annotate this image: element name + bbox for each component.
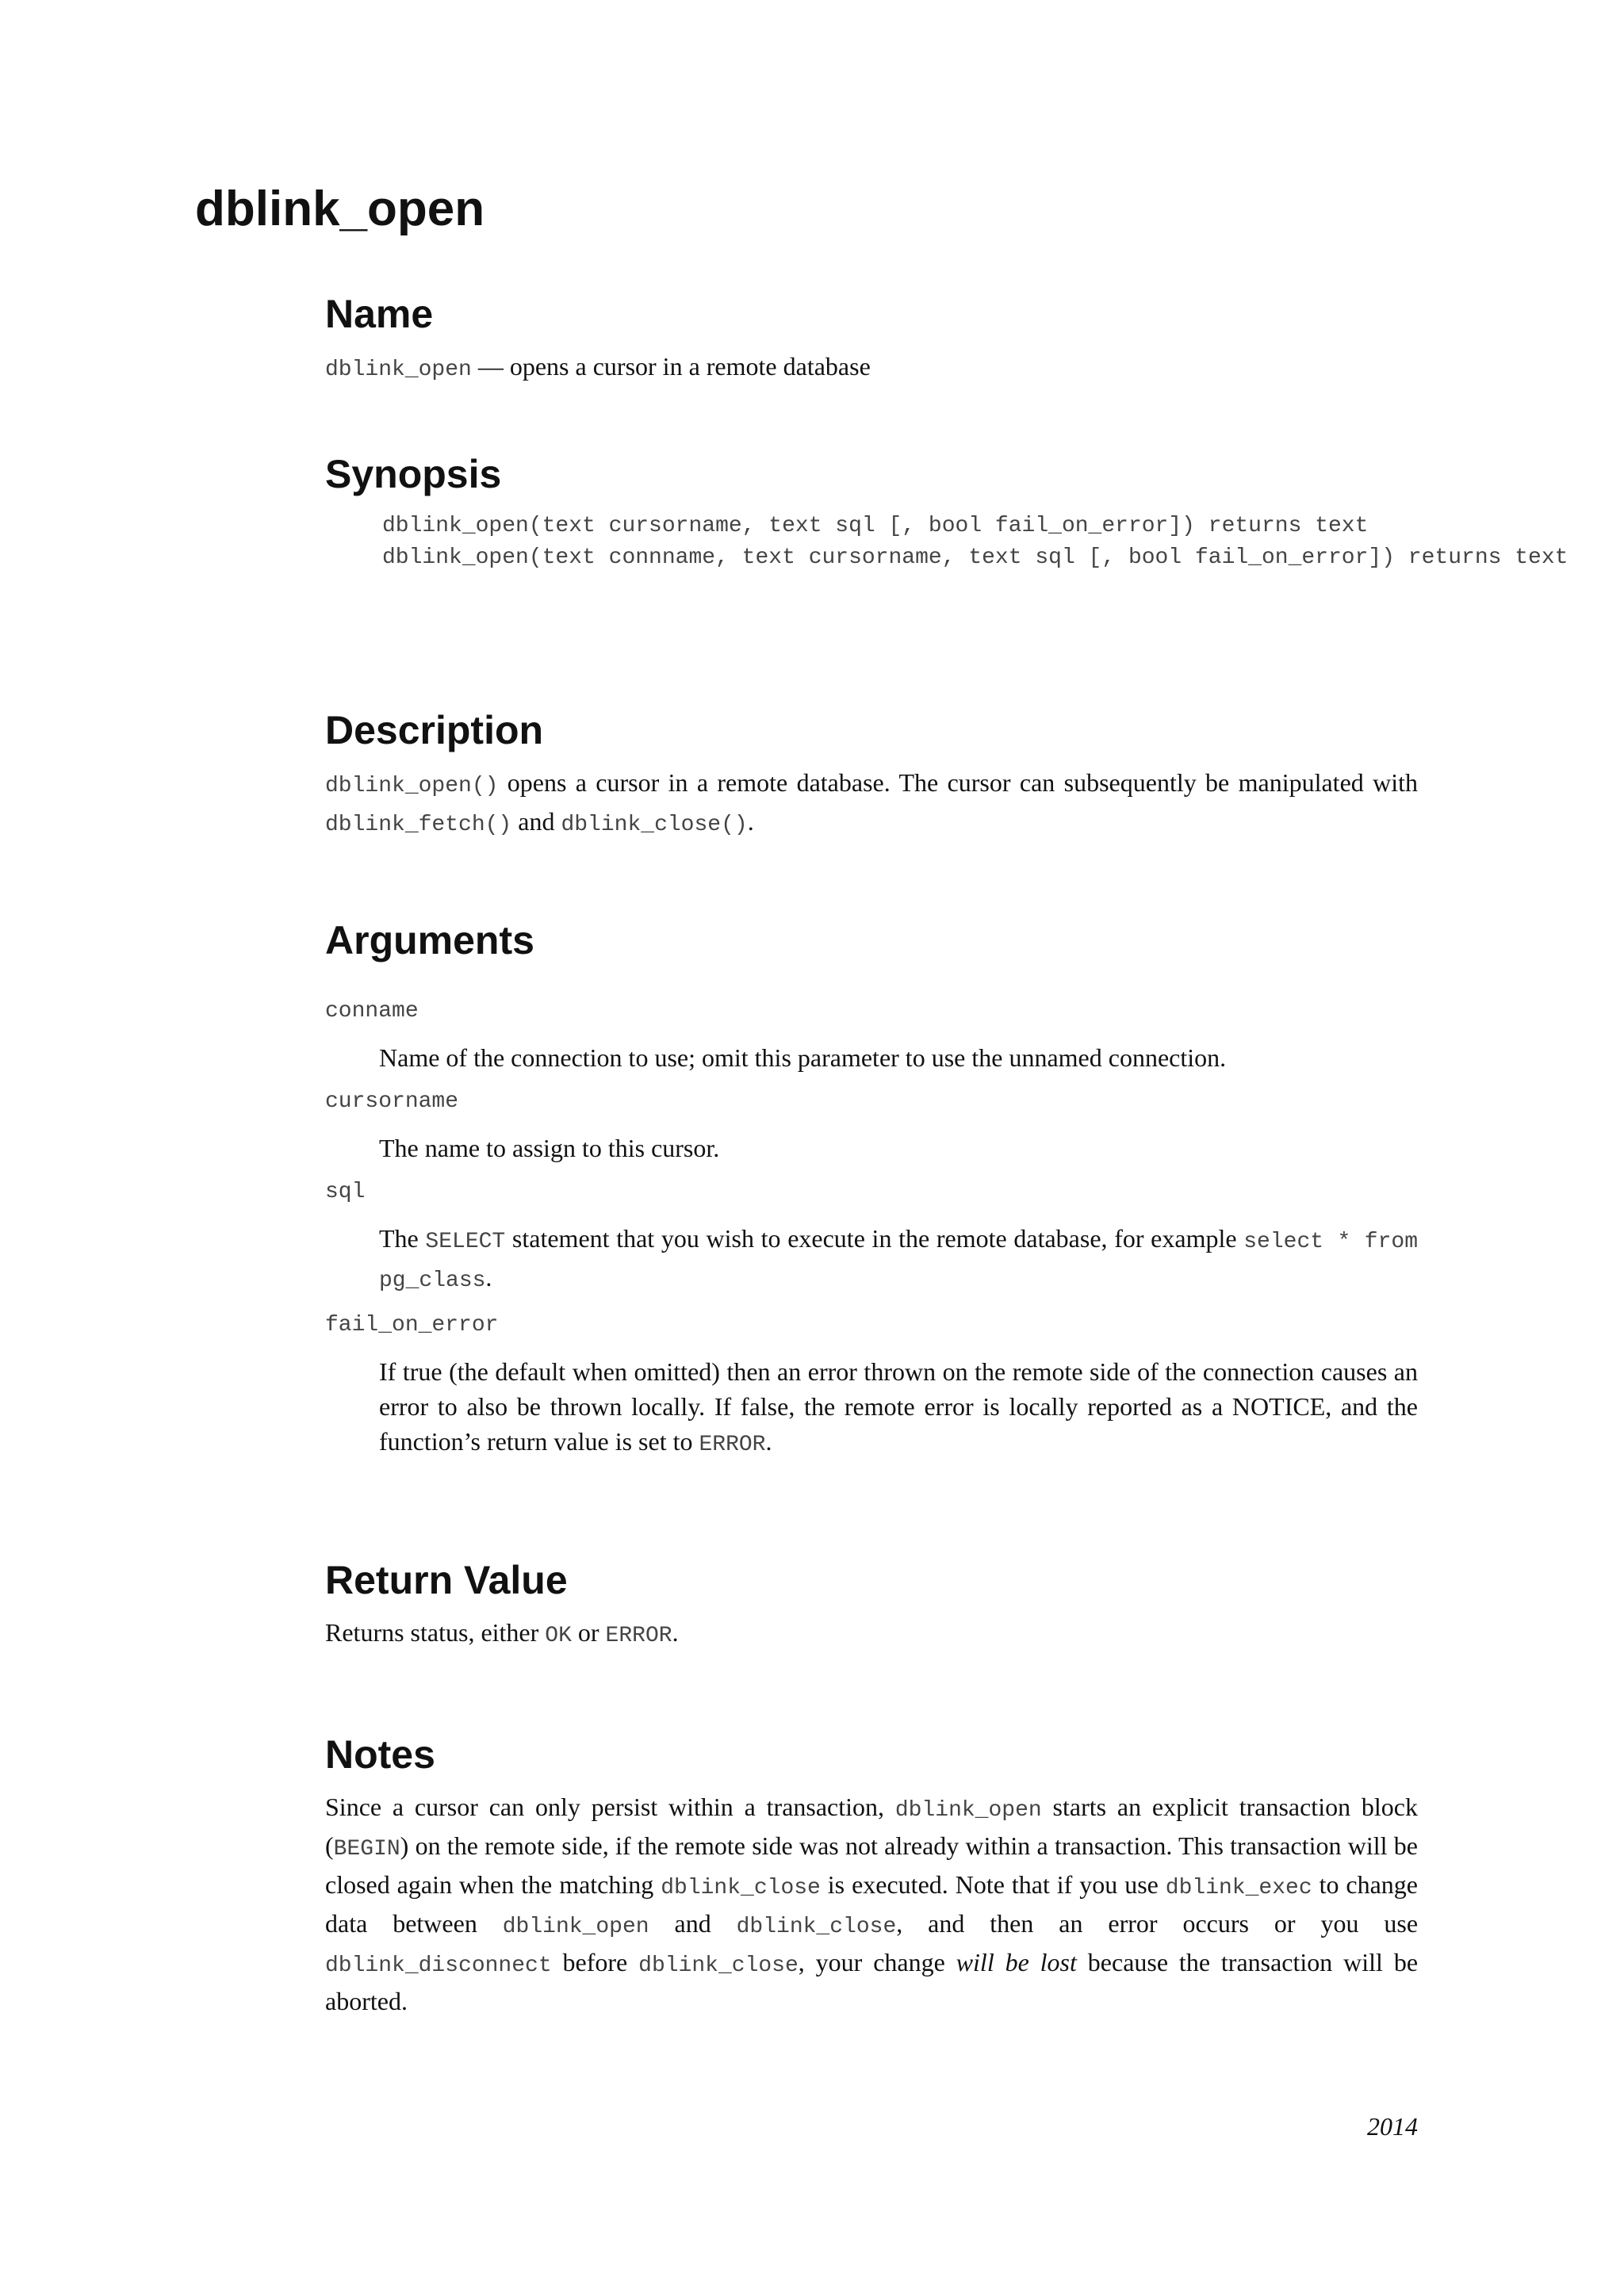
arg-fail-on-error-def (379, 1354, 1418, 1463)
notes-t6: and (649, 1909, 737, 1938)
notes-c6: dblink_close (736, 1915, 897, 1939)
notes-c5: dblink_open (502, 1915, 649, 1939)
arg-sql-def (379, 1221, 1418, 1299)
arg-conname-def: Name of the connection to use; omit this parameter to use the unnamed connection. (379, 1043, 1227, 1072)
return-error: ERROR (605, 1624, 672, 1648)
arguments-section (325, 916, 1418, 1463)
notes-c4: dblink_exec (1165, 1876, 1312, 1900)
description-heading: Description (325, 708, 544, 752)
notes-t5: to change data between (325, 1870, 1419, 1938)
page-title: dblink_open (195, 182, 485, 236)
arg-fail-t2: . (765, 1427, 772, 1456)
description-section (325, 706, 1418, 843)
notes-c7: dblink_disconnect (325, 1954, 552, 1978)
notes-emphasis: will be lost (956, 1948, 1077, 1976)
arguments-heading: Arguments (325, 918, 534, 962)
notes-heading: Notes (325, 1732, 435, 1777)
notes-t7: , and then an error occurs or you use (896, 1909, 1419, 1938)
description-t1: opens a cursor in a remote database. The cursor can subsequently be manipulated with (498, 768, 1418, 797)
notes-c8: dblink_close (638, 1954, 799, 1978)
return-value-heading: Return Value (325, 1558, 568, 1602)
synopsis-heading: Synopsis (325, 452, 502, 496)
arg-sql-example: select * from pg_class (379, 1230, 1419, 1293)
description-t2: and (511, 807, 561, 836)
arg-sql-t1: The (379, 1224, 426, 1253)
notes-t10: because the transaction will be aborted. (325, 1948, 1419, 2015)
name-func: dblink_open (325, 358, 472, 382)
arg-sql-select: SELECT (425, 1230, 506, 1254)
arg-fail-on-error-term: fail_on_error (325, 1313, 499, 1337)
return-t3: . (672, 1618, 679, 1647)
name-section (325, 290, 1418, 388)
arg-sql-t2: statement that you wish to execute in the remote database, for example (505, 1224, 1244, 1253)
description-func: dblink_open() (325, 774, 499, 798)
notes-t8: before (551, 1948, 639, 1976)
notes-c2: BEGIN (333, 1837, 400, 1862)
return-t1: Returns status, either (325, 1618, 546, 1647)
arg-fail-error: ERROR (699, 1433, 766, 1457)
notes-c1: dblink_open (894, 1798, 1042, 1823)
return-ok: OK (545, 1624, 572, 1648)
notes-t9: , your change (798, 1948, 956, 1976)
notes-t1: Since a cursor can only persist within a transaction, (325, 1793, 895, 1821)
arg-conname-term: conname (325, 999, 419, 1024)
arg-cursorname-def: The name to assign to this cursor. (379, 1134, 720, 1162)
notes-t2: starts an explicit transaction block ( (325, 1793, 1419, 1860)
return-value-text (325, 1615, 1418, 1654)
notes-text (325, 1789, 1418, 2019)
description-text (325, 765, 1418, 843)
arg-cursorname-term: cursorname (325, 1089, 459, 1114)
synopsis-line-2: dblink_open(text connname, text cursorname, text sql [, bool fail_on_error]) returns text (382, 545, 1568, 570)
arg-sql-t3: . (485, 1263, 492, 1292)
arg-sql-term: sql (325, 1180, 366, 1204)
page-number: 2014 (1367, 2112, 1418, 2141)
return-t2: or (571, 1618, 606, 1647)
name-desc: — opens a cursor in a remote database (471, 352, 871, 381)
description-close: dblink_close() (561, 813, 748, 837)
arg-fail-t1: If true (the default when omitted) then an error thrown on the remote side of the connection causes an error to also be thrown locally. If false, the remote error is locally reported as a NOTICE, and the function’s return value is set to (379, 1357, 1418, 1456)
description-fetch: dblink_fetch() (325, 813, 512, 837)
return-value-section (325, 1556, 1418, 1654)
notes-c3: dblink_close (661, 1876, 821, 1900)
notes-section (325, 1731, 1418, 2019)
notes-t3: ) on the remote side, if the remote side was not already within a transaction. This transaction will be closed again when the matching (325, 1831, 1418, 1899)
notes-t4: is executed. Note that if you use (820, 1870, 1166, 1899)
name-line (325, 349, 1418, 388)
synopsis-section (325, 450, 1568, 574)
name-heading: Name (325, 292, 434, 336)
description-t3: . (747, 807, 754, 836)
synopsis-line-1: dblink_open(text cursorname, text sql [, bool fail_on_error]) returns text (382, 514, 1369, 538)
